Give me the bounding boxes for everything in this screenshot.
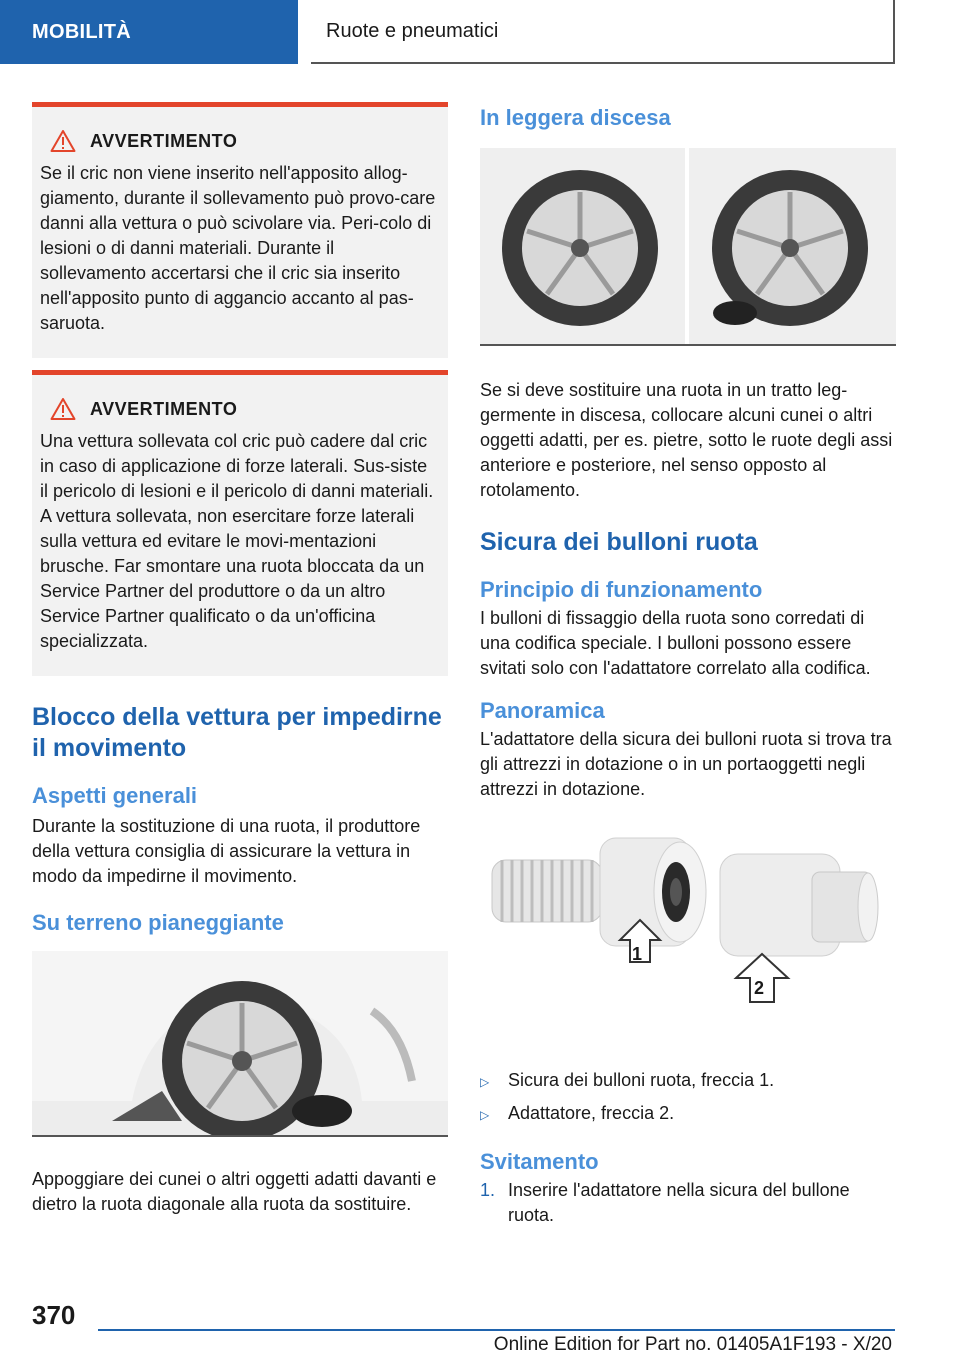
subheading-unscrew: Svitamento <box>480 1149 599 1174</box>
step-text: Inserire l'adattatore nella sicura del bullone ruota. <box>508 1180 850 1225</box>
footer-rule <box>98 1329 895 1331</box>
subheading-slope: In leggera discesa <box>480 105 671 130</box>
list-item <box>480 1068 896 1095</box>
unscrew-steps <box>480 1178 896 1228</box>
step-item <box>480 1178 896 1228</box>
overview-list <box>480 1068 896 1128</box>
chapter-label: Ruote e pneumatici <box>326 19 499 42</box>
footer-edition: Online Edition for Part no. 01405A1F193 - X/20 <box>493 1334 892 1355</box>
section-label: MOBILITÀ <box>32 20 132 43</box>
warning-box-2 <box>32 370 448 676</box>
step-number: 1. <box>480 1180 496 1200</box>
list-item <box>480 1101 896 1128</box>
left-column <box>32 102 448 1217</box>
subheading-overview: Panoramica <box>480 698 605 723</box>
warning-text-2: Una vettura sollevata col cric può cadere dal cric in caso di applicazione di forze laterali. Sus-siste il pericolo di lesioni e il pericolo di danni materiali. A vettura sollevata, non esercitare forze laterali sulla vettura ed evitare le movi-mentazioni brusche. Far smontare una ruota bloccata da un Service Partner del produttore o da un altro Service Partner qualificato o da un'officina specializzata. <box>40 431 434 651</box>
overview-text: L'adattatore della sicura dei bulloni ruota si trova tra gli attrezzi in dotazione o in un portaoggetti negli attrezzi in dotazione. <box>480 729 892 799</box>
list-item-text: Adattatore, freccia 2. <box>508 1103 675 1123</box>
warning-title-2 <box>50 397 438 421</box>
general-text: Durante la sostituzione di una ruota, il produttore della vettura consiglia di assicurare la vettura in modo da impedirne il movimento. <box>32 816 421 886</box>
subheading-principle: Principio di funzionamento <box>480 577 763 602</box>
arrow-label-1: 1 <box>632 944 643 964</box>
list-item-text: Sicura dei bulloni ruota, freccia 1. <box>508 1070 775 1090</box>
warning-title-text-2: AVVERTIMENTO <box>90 398 238 419</box>
warning-triangle-icon <box>50 129 76 153</box>
warning-title-1 <box>50 129 438 153</box>
flat-text: Appoggiare dei cunei o altri oggetti adatti davanti e dietro la ruota diagonale alla ruota da sostituire. <box>32 1169 437 1214</box>
section-tab <box>0 0 298 64</box>
section-heading-wheel-lock: Sicura dei bulloni ruota <box>480 528 758 556</box>
arrow-label-2: 2 <box>754 978 765 998</box>
slope-illustration <box>480 148 896 348</box>
subheading-flat: Su terreno pianeggiante <box>32 910 284 935</box>
triangle-bullet-icon: ▷ <box>480 1075 490 1089</box>
warning-box-1 <box>32 102 448 358</box>
warning-triangle-icon <box>50 397 76 421</box>
page-number: 370 <box>32 1300 76 1330</box>
slope-text: Se si deve sostituire una ruota in un tratto leg-germente in discesa, collocare alcuni cunei o altri oggetti adatti, per es. pietre, sotto le ruote degli assi anteriore e posteriore, nel senso opposto al rotolamento. <box>480 380 893 500</box>
flat-ground-illustration <box>32 951 448 1139</box>
chapter-tab <box>311 0 895 64</box>
right-column <box>480 102 896 1234</box>
principle-text: I bulloni di fissaggio della ruota sono corredati di una codifica speciale. I bulloni possono essere svitati solo con l'adattatore correlato alla codifica. <box>480 608 871 678</box>
section-heading-blocking: Blocco della vettura per impedirne il movimento <box>32 703 442 762</box>
subheading-general: Aspetti generali <box>32 783 198 808</box>
warning-text-1: Se il cric non viene inserito nell'apposito allog-giamento, durante il sollevamento può provo-care danni alla vettura o può scivolare via. Peri-colo di lesioni o di danni materiali. Durante il sollevamento accertarsi che il cric sia inserito nell'apposito punto di aggancio accanto al pas-saruota. <box>40 163 436 333</box>
triangle-bullet-icon: ▷ <box>480 1108 490 1122</box>
wheel-lock-illustration <box>480 832 896 1064</box>
warning-title-text-1: AVVERTIMENTO <box>90 130 238 151</box>
